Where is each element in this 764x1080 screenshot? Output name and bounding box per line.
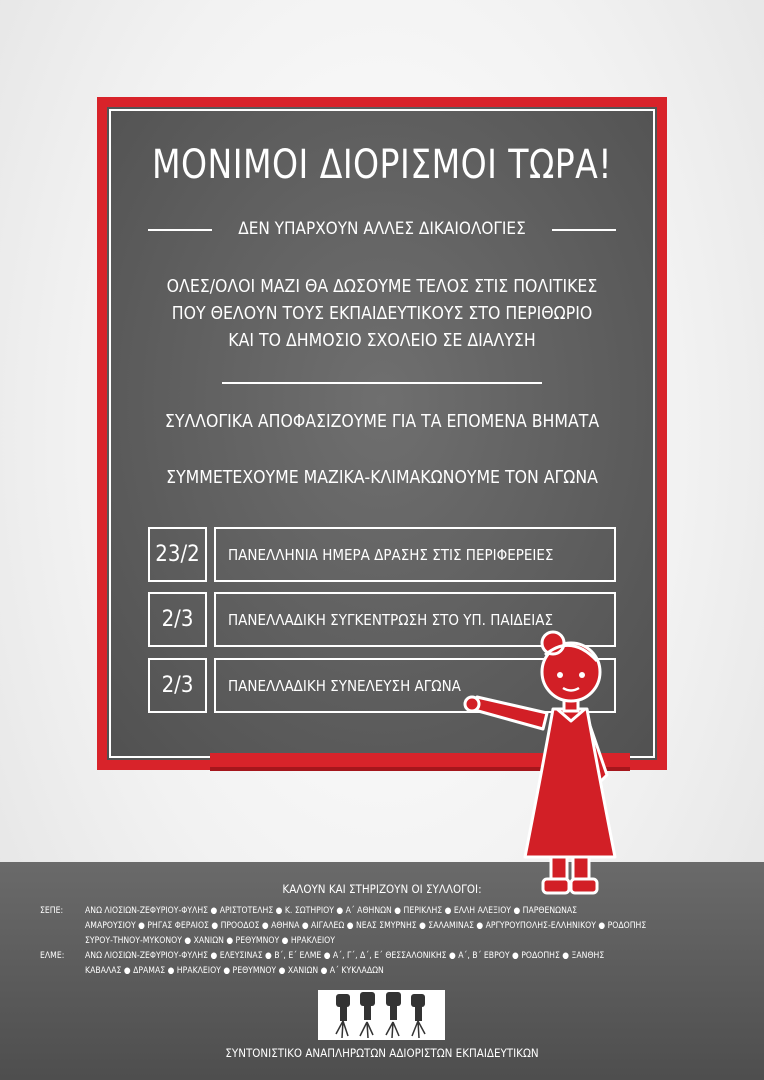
union-line: ΑΝΩ ΛΙΟΣΙΩΝ-ΖΕΦΥΡΙΟΥ-ΦΥΛΗΣ ● ΑΡΙΣΤΟΤΕΛΗΣ ● Κ. ΣΩΤΗΡΙΟΥ ● Α΄ ΑΘΗΝΩΝ ● ΠΕΡΙΚΛΗΣ ● ΕΛΛΗ ΑΛΕΞΙΟΥ ● ΠΑΡΘΕΝΩΝΑΣ bbox=[85, 906, 578, 916]
paragraph-line: ΠΟΥ ΘΕΛΟΥΝ ΤΟΥΣ ΕΚΠΑΙΔΕΥΤΙΚΟΥΣ ΣΤΟ ΠΕΡΙΘΩΡΙΟ bbox=[171, 304, 593, 324]
union-line: ΑΝΩ ΛΙΟΣΙΩΝ-ΖΕΦΥΡΙΟΥ-ΦΥΛΗΣ ● ΕΛΕΥΣΙΝΑΣ ● Β΄, Ε΄ ΕΛΜΕ ● Α΄, Γ΄, Δ΄, Ε΄ ΘΕΣΣΑΛΟΝΙΚΗΣ ● Α΄, Β΄ ΕΒΡΟΥ ● ΡΟΔΟΠΗΣ ● ΞΑΝΘΗΣ bbox=[85, 951, 605, 961]
union-row bbox=[40, 949, 730, 964]
poster-title: ΜΟΝΙΜΟΙ ΔΙΟΡΙΣΜΟΙ ΤΩΡΑ! bbox=[152, 142, 612, 188]
union-line: ΚΑΒΑΛΑΣ ● ΔΡΑΜΑΣ ● ΗΡΑΚΛΕΙΟΥ ● ΡΕΘΥΜΝΟΥ ● ΧΑΝΙΩΝ ● Α΄ ΚΥΚΛΑΔΩΝ bbox=[85, 966, 384, 976]
union-row bbox=[40, 964, 730, 979]
raised-fists-logo-icon bbox=[318, 990, 445, 1040]
event-date: 2/3 bbox=[148, 658, 207, 713]
elme-label: ΕΛΜΕ: bbox=[40, 951, 65, 961]
union-line: ΑΜΑΡΟΥΣΙΟΥ ● ΡΗΓΑΣ ΦΕΡΑΙΟΣ ● ΠΡΟΟΔΟΣ ● ΑΘΗΝΑ ● ΑΙΓΑΛΕΩ ● ΝΕΑΣ ΣΜΥΡΝΗΣ ● ΣΑΛΑΜΙΝΑΣ ● ΑΡΓΥΡΟΥΠΟΛΗΣ-ΕΛΛΗΝΙΚΟΥ ● ΡΟΔΟΠΗΣ bbox=[85, 921, 647, 931]
paragraph-line: ΟΛΕΣ/ΟΛΟΙ ΜΑΖΙ ΘΑ ΔΩΣΟΥΜΕ ΤΕΛΟΣ ΣΤΙΣ ΠΟΛΙΤΙΚΕΣ bbox=[166, 277, 598, 297]
event-date: 23/2 bbox=[148, 527, 207, 582]
unions-list bbox=[40, 904, 730, 979]
union-row bbox=[40, 904, 730, 919]
event-text: ΠΑΝΕΛΛΗΝΙΑ ΗΜΕΡΑ ΔΡΑΣΗΣ ΣΤΙΣ ΠΕΡΙΦΕΡΕΙΕΣ bbox=[214, 527, 616, 582]
divider-line bbox=[222, 382, 542, 384]
event-text: ΠΑΝΕΛΛΑΔΙΚΗ ΣΥΓΚΕΝΤΡΩΣΗ ΣΤΟ ΥΠ. ΠΑΙΔΕΙΑΣ bbox=[214, 592, 616, 647]
poster-paragraph bbox=[0, 274, 764, 355]
action-text-1: ΣΥΛΛΟΓΙΚΑ ΑΠΟΦΑΣΙΖΟΥΜΕ ΓΙΑ ΤΑ ΕΠΟΜΕΝΑ ΒΗΜΑΤΑ bbox=[164, 412, 600, 432]
union-line: ΣΥΡΟΥ-ΤΗΝΟΥ-ΜΥΚΟΝΟΥ ● ΧΑΝΙΩΝ ● ΡΕΘΥΜΝΟΥ ● ΗΡΑΚΛΕΙΟΥ bbox=[85, 936, 335, 946]
footer-organization: ΣΥΝΤΟΝΙΣΤΙΚΟ ΑΝΑΠΛΗΡΩΤΩΝ ΑΔΙΟΡΙΣΤΩΝ ΕΚΠΑΙΔΕΥΤΙΚΩΝ bbox=[225, 1046, 539, 1060]
subtitle-line-right bbox=[552, 229, 616, 231]
event-date: 2/3 bbox=[148, 592, 207, 647]
paragraph-line: ΚΑΙ ΤΟ ΔΗΜΟΣΙΟ ΣΧΟΛΕΙΟ ΣΕ ΔΙΑΛΥΣΗ bbox=[228, 331, 536, 351]
action-text-2: ΣΥΜΜΕΤΕΧΟΥΜΕ ΜΑΖΙΚΑ-ΚΛΙΜΑΚΩΝΟΥΜΕ ΤΟΝ ΑΓΩΝΑ bbox=[166, 468, 598, 488]
union-row bbox=[40, 934, 730, 949]
union-row bbox=[40, 919, 730, 934]
event-text: ΠΑΝΕΛΛΑΔΙΚΗ ΣΥΝΕΛΕΥΣΗ ΑΓΩΝΑ bbox=[214, 658, 616, 713]
supporters-title: ΚΑΛΟΥΝ ΚΑΙ ΣΤΗΡΙΖΟΥΝ ΟΙ ΣΥΛΛΟΓΟΙ: bbox=[282, 882, 482, 896]
teacher-figure-icon bbox=[455, 625, 635, 900]
poster-subtitle: ΔΕΝ ΥΠΑΡΧΟΥΝ ΑΛΛΕΣ ΔΙΚΑΙΟΛΟΓΙΕΣ bbox=[238, 219, 526, 239]
sepe-label: ΣΕΠΕ: bbox=[40, 906, 64, 916]
